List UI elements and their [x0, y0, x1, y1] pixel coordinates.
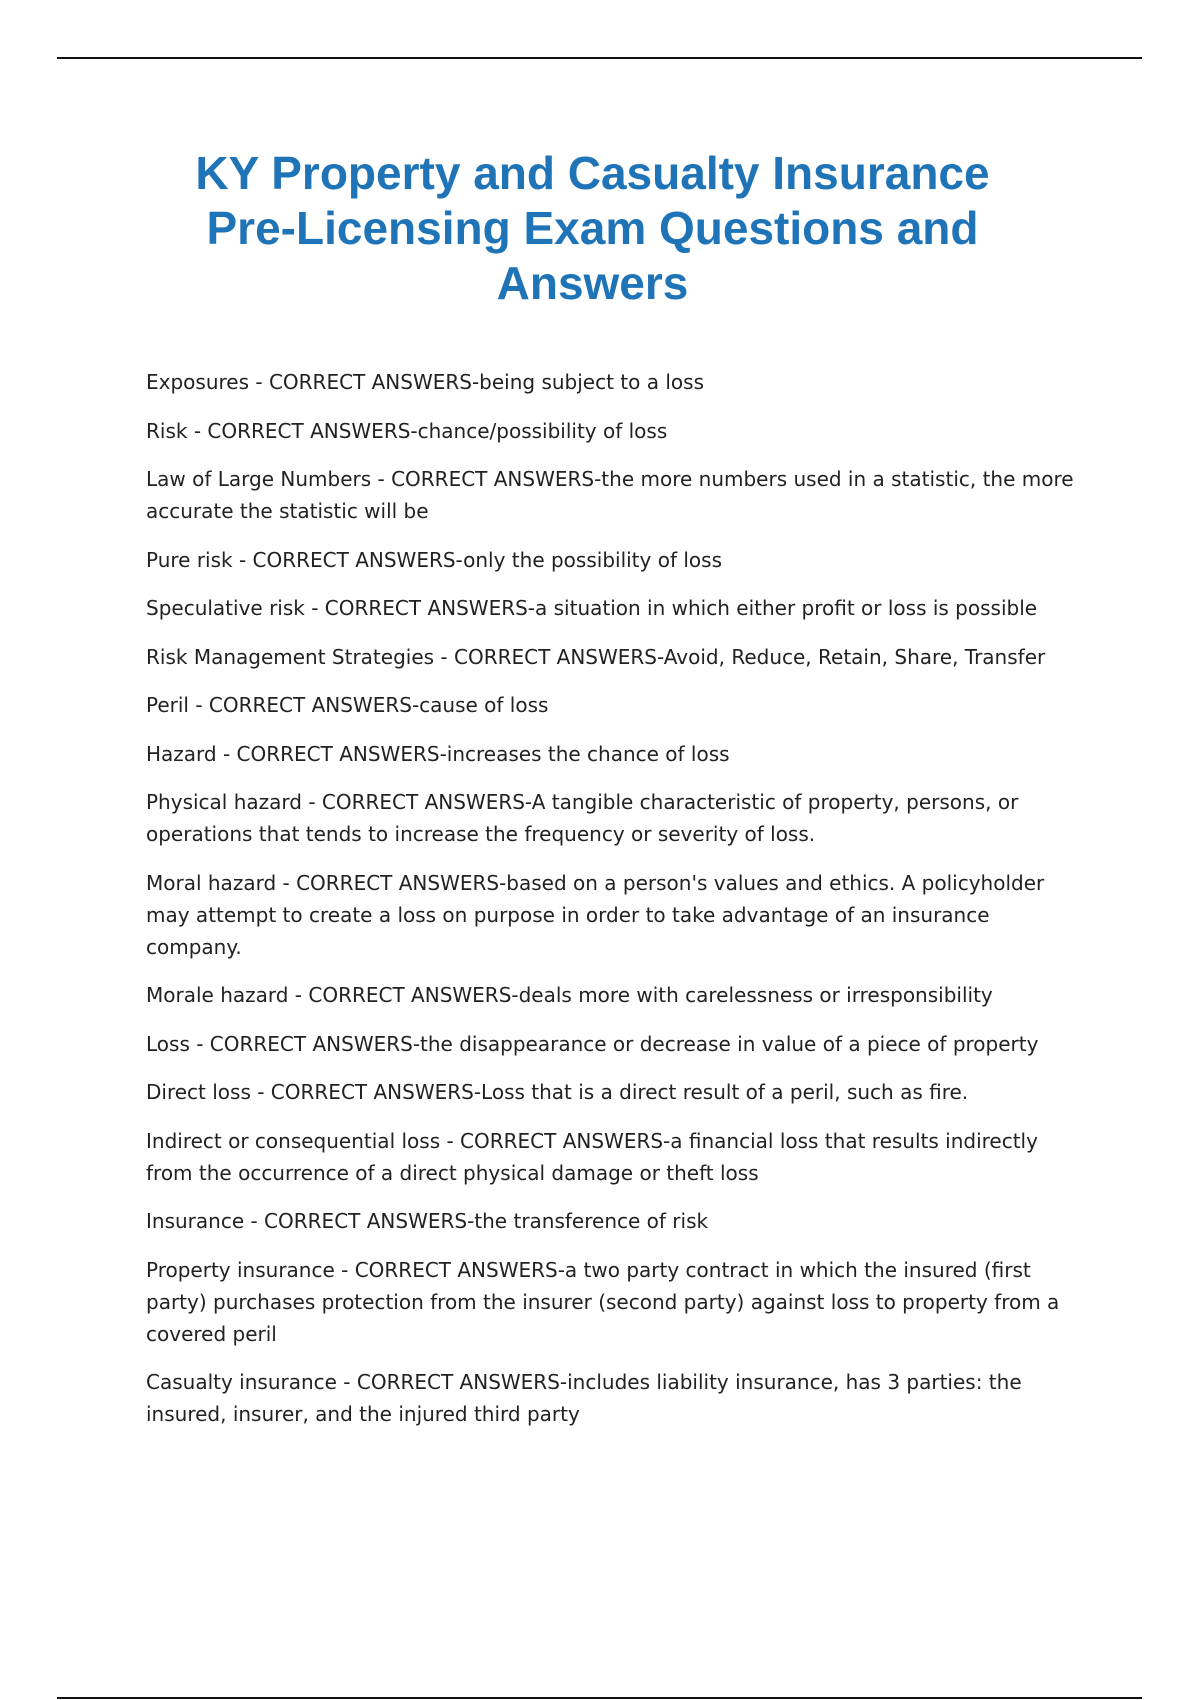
qa-item-law-of-large-numbers: Law of Large Numbers - CORRECT ANSWERS-the more numbers used in a statistic, the more accurate the statistic will be	[146, 467, 1074, 523]
title-line-1: KY Property and Casualty Insurance	[195, 147, 990, 199]
qa-item-speculative-risk: Speculative risk - CORRECT ANSWERS-a situation in which either profit or loss is possible	[146, 596, 1038, 620]
qa-item-peril: Peril - CORRECT ANSWERS-cause of loss	[146, 693, 549, 717]
qa-item-loss: Loss - CORRECT ANSWERS-the disappearance or decrease in value of a piece of property	[146, 1031, 1039, 1056]
qa-item-pure-risk: Pure risk - CORRECT ANSWERS-only the possibility of loss	[146, 547, 722, 572]
qa-list	[146, 366, 1086, 1447]
document-title	[140, 146, 1045, 311]
qa-item-property-insurance: Property insurance - CORRECT ANSWERS-a two party contract in which the insured (first party) purchases protection from the insurer (second party) against loss to property from a covered peril	[146, 1257, 1060, 1346]
bottom-rule	[57, 1697, 1142, 1699]
qa-item-indirect-loss: Indirect or consequential loss - CORRECT ANSWERS-a financial loss that results indirectly from the occurrence of a direct physical damage or theft loss	[146, 1128, 1038, 1185]
qa-item-direct-loss: Direct loss - CORRECT ANSWERS-Loss that is a direct result of a peril, such as fire.	[146, 1080, 969, 1104]
qa-item-morale-hazard: Morale hazard - CORRECT ANSWERS-deals more with carelessness or irresponsibility	[146, 983, 993, 1007]
title-line-3: Answers	[496, 257, 689, 309]
qa-item-casualty-insurance: Casualty insurance - CORRECT ANSWERS-includes liability insurance, has 3 parties: the insured, insurer, and the injured third party	[146, 1370, 1022, 1426]
qa-item-hazard: Hazard - CORRECT ANSWERS-increases the chance of loss	[146, 741, 730, 766]
qa-item-risk: Risk - CORRECT ANSWERS-chance/possibility of loss	[146, 418, 668, 443]
qa-item-moral-hazard: Moral hazard - CORRECT ANSWERS-based on a person's values and ethics. A policyholder may attempt to create a loss on purpose in order to take advantage of an insurance company.	[146, 870, 1045, 959]
top-rule	[57, 57, 1142, 59]
qa-item-physical-hazard: Physical hazard - CORRECT ANSWERS-A tangible characteristic of property, persons, or operations that tends to increase the frequency or severity of loss.	[146, 790, 1019, 846]
qa-item-exposures: Exposures - CORRECT ANSWERS-being subject to a loss	[146, 370, 704, 394]
title-line-2: Pre-Licensing Exam Questions and	[206, 202, 979, 254]
qa-item-insurance: Insurance - CORRECT ANSWERS-the transference of risk	[146, 1209, 709, 1233]
qa-item-risk-management-strategies: Risk Management Strategies - CORRECT ANSWERS-Avoid, Reduce, Retain, Share, Transfer	[146, 644, 1046, 669]
